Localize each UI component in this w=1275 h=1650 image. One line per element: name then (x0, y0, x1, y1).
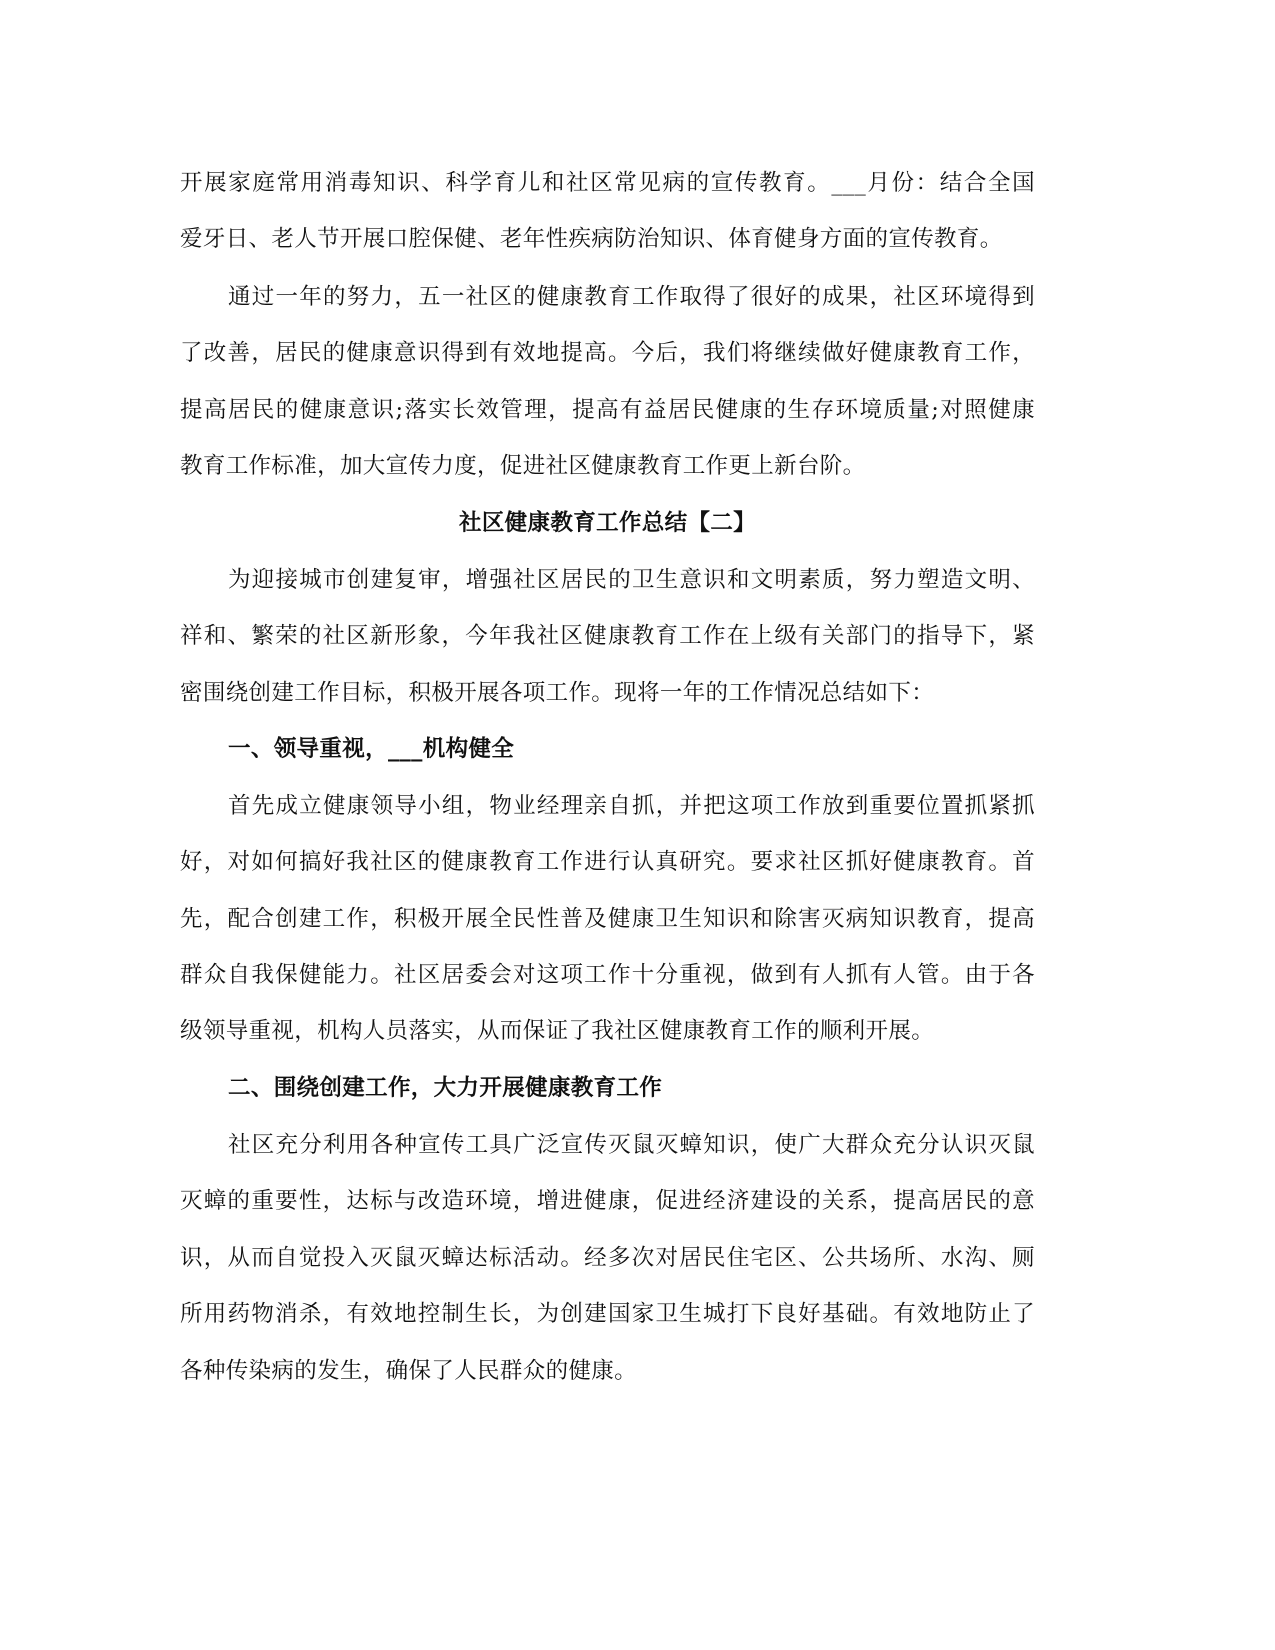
paragraph-line: 开展家庭常用消毒知识、科学育儿和社区常见病的宣传教育。___月份：结合全国 (180, 170, 1035, 196)
subheading-leadership: 一、领导重视，___机构健全 (228, 736, 515, 762)
paragraph-line: 了改善，居民的健康意识得到有效地提高。今后，我们将继续做好健康教育工作， (180, 340, 1035, 366)
paragraph-line: 通过一年的努力，五一社区的健康教育工作取得了很好的成果，社区环境得到 (228, 284, 1035, 310)
paragraph-line: 所用药物消杀，有效地控制生长，为创建国家卫生城打下良好基础。有效地防止了 (180, 1301, 1035, 1327)
paragraph-line: 社区充分利用各种宣传工具广泛宣传灭鼠灭蟑知识，使广大群众充分认识灭鼠 (228, 1132, 1035, 1158)
paragraph-line: 群众自我保健能力。社区居委会对这项工作十分重视，做到有人抓有人管。由于各 (180, 962, 1035, 988)
paragraph-line: 教育工作标准，加大宣传力度，促进社区健康教育工作更上新台阶。 (180, 453, 866, 479)
paragraph-line: 好，对如何搞好我社区的健康教育工作进行认真研究。要求社区抓好健康教育。首 (180, 849, 1035, 875)
paragraph-line: 祥和、繁荣的社区新形象，今年我社区健康教育工作在上级有关部门的指导下，紧 (180, 623, 1035, 649)
paragraph-line: 级领导重视，机构人员落实，从而保证了我社区健康教育工作的顺利开展。 (180, 1018, 935, 1044)
paragraph-line: 提高居民的健康意识;落实长效管理，提高有益居民健康的生存环境质量;对照健康 (180, 397, 1035, 423)
paragraph-line: 为迎接城市创建复审，增强社区居民的卫生意识和文明素质，努力塑造文明、 (228, 567, 1035, 593)
paragraph-line: 灭蟑的重要性，达标与改造环境，增进健康，促进经济建设的关系，提高居民的意 (180, 1188, 1035, 1214)
paragraph-line: 爱牙日、老人节开展口腔保健、老年性疾病防治知识、体育健身方面的宣传教育。 (180, 226, 1003, 252)
paragraph-line: 首先成立健康领导小组，物业经理亲自抓，并把这项工作放到重要位置抓紧抓 (228, 793, 1035, 819)
paragraph-line: 识，从而自觉投入灭鼠灭蟑达标活动。经多次对居民住宅区、公共场所、水沟、厕 (180, 1245, 1035, 1271)
subheading-health-education: 二、围绕创建工作，大力开展健康教育工作 (228, 1075, 663, 1101)
paragraph-line: 各种传染病的发生，确保了人民群众的健康。 (180, 1358, 638, 1384)
section-title: 社区健康教育工作总结【二】 (458, 510, 757, 536)
paragraph-line: 先，配合创建工作，积极开展全民性普及健康卫生知识和除害灭病知识教育，提高 (180, 906, 1035, 932)
paragraph-line: 密围绕创建工作目标，积极开展各项工作。现将一年的工作情况总结如下： (180, 680, 935, 706)
